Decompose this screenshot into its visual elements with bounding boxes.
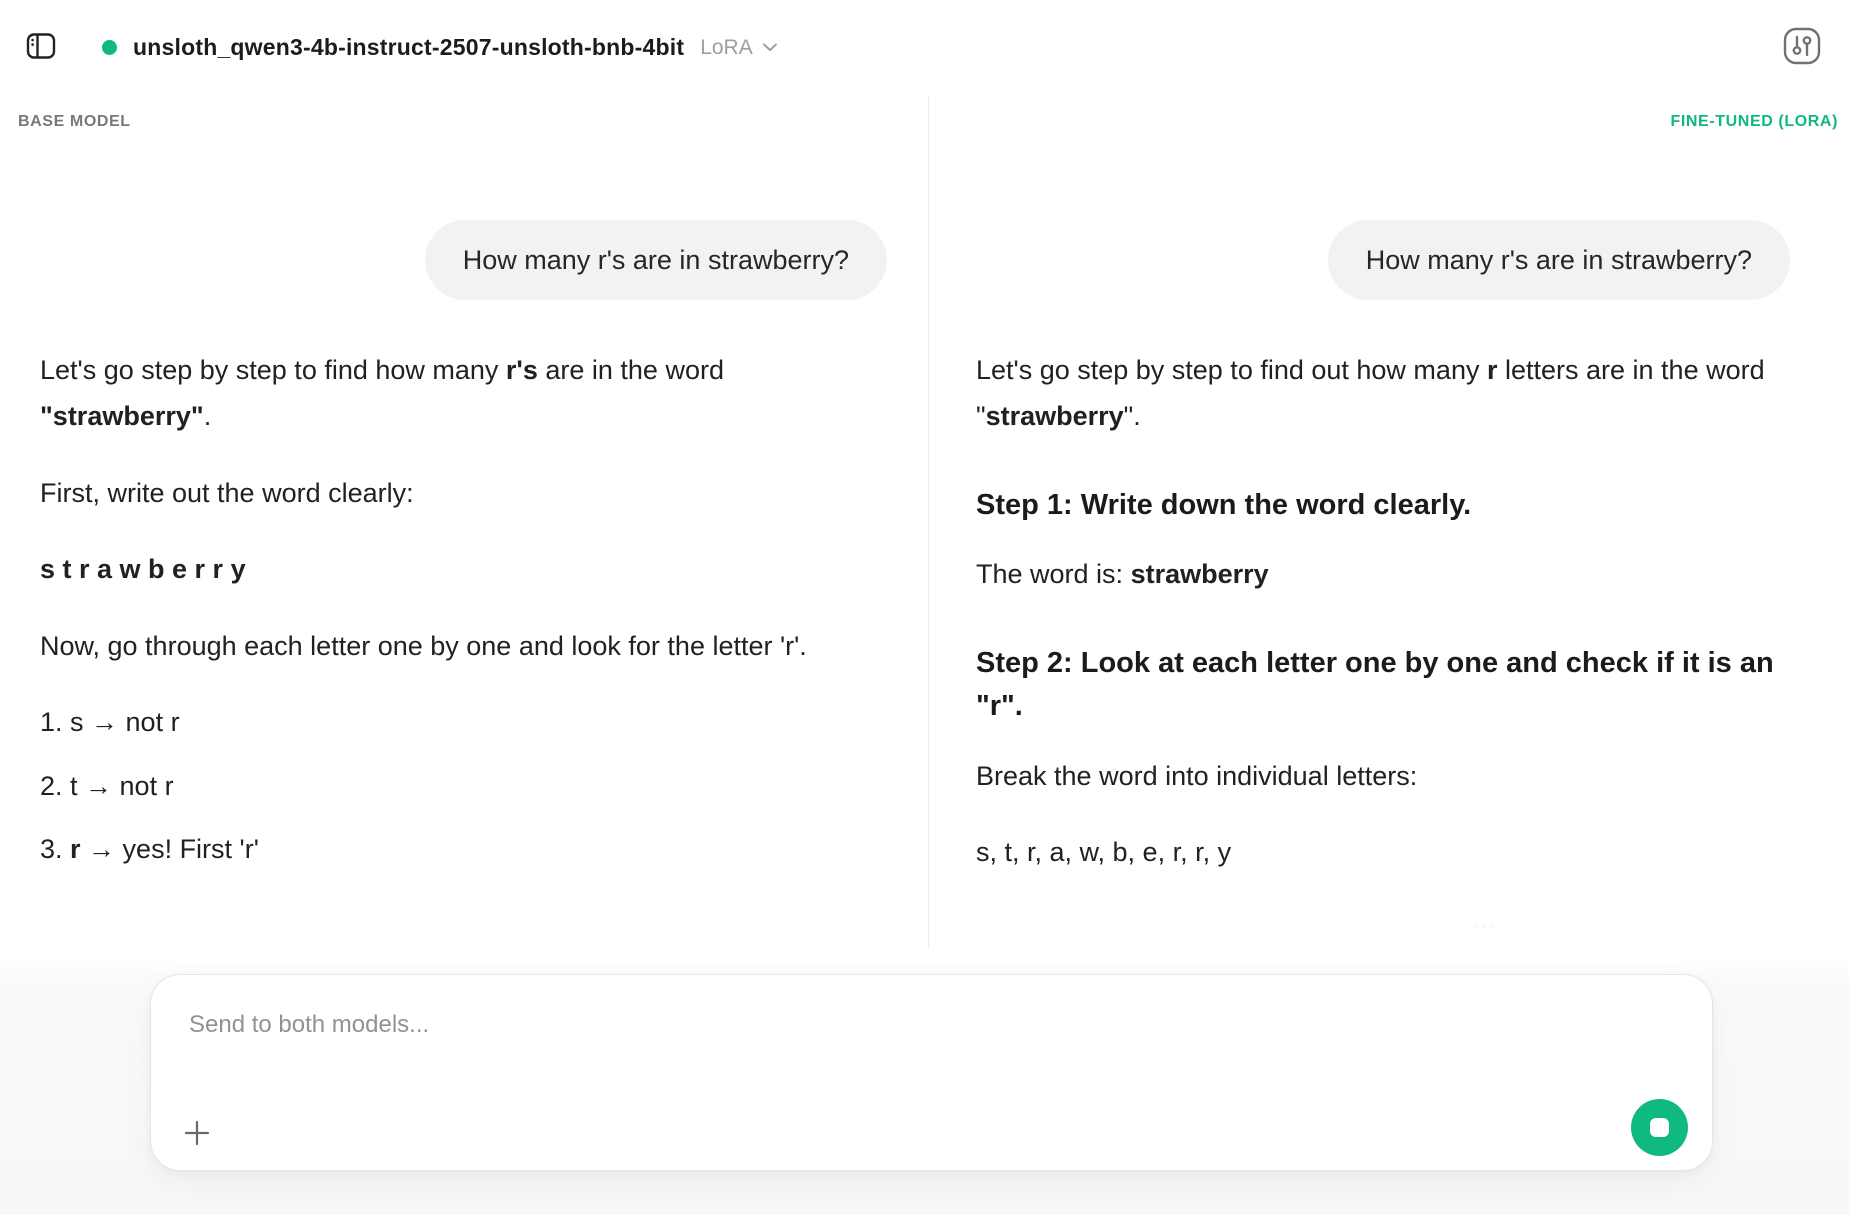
- response-paragraph: Break the word into individual letters:: [976, 760, 1418, 791]
- model-name: unsloth_qwen3-4b-instruct-2507-unsloth-bnb-4bit: [133, 34, 685, 60]
- stop-button[interactable]: [1631, 1099, 1688, 1156]
- response-paragraph: First, write out the word clearly:: [40, 477, 414, 508]
- settings-button[interactable]: [1779, 25, 1825, 71]
- app-header: [0, 0, 1849, 95]
- list-item: 1. s → not r: [40, 707, 180, 738]
- user-message-bubble: How many r's are in strawberry?: [1328, 220, 1790, 300]
- prompt-input[interactable]: [187, 1009, 1567, 1073]
- sidebar-toggle-button[interactable]: [24, 31, 58, 65]
- response-heading: Step 1: Write down the word clearly.: [976, 488, 1472, 521]
- user-message-bubble: How many r's are in strawberry?: [425, 220, 887, 300]
- panel-left-icon: [26, 32, 56, 63]
- finetuned-label: FINE-TUNED (LORA): [1670, 113, 1838, 130]
- list-item: 3. r → yes! First 'r': [40, 834, 259, 865]
- chevron-down-icon: [762, 39, 778, 57]
- response-heading: Step 2: Look at each letter one by one and check if it is an "r".: [976, 646, 1774, 723]
- attach-button[interactable]: [177, 1114, 217, 1154]
- response-paragraph: Now, go through each letter one by one and look for the letter 'r'.: [40, 630, 807, 661]
- adapter-dropdown[interactable]: [762, 39, 778, 57]
- response-paragraph: s, t, r, a, w, b, e, r, r, y: [976, 837, 1232, 868]
- base-model-response: [40, 347, 845, 873]
- user-message-row: [0, 220, 928, 300]
- list-item: 2. t → not r: [40, 770, 174, 801]
- composer-area: [0, 957, 1849, 1215]
- response-paragraph: s t r a w b e r r y: [40, 554, 246, 585]
- finetuned-response: [976, 347, 1821, 876]
- response-paragraph: Let's go step by step to find how many r's are in the word "strawberry".: [40, 355, 724, 432]
- finetuned-panel: [929, 95, 1849, 947]
- model-status-dot: [102, 40, 117, 55]
- base-model-panel: [0, 95, 928, 947]
- adapter-badge: LoRA: [700, 35, 753, 59]
- response-paragraph: The word is: strawberry: [976, 559, 1269, 590]
- stop-icon: [1650, 1118, 1669, 1137]
- plus-icon: [180, 1116, 214, 1153]
- clipped-line-artifact: ···: [1475, 919, 1496, 933]
- user-message-row: [929, 220, 1849, 300]
- base-model-label: BASE MODEL: [18, 113, 131, 130]
- sliders-icon: [1782, 26, 1822, 69]
- composer-box: [150, 974, 1713, 1171]
- response-paragraph: Let's go step by step to find out how many r letters are in the word "strawberry".: [976, 355, 1765, 432]
